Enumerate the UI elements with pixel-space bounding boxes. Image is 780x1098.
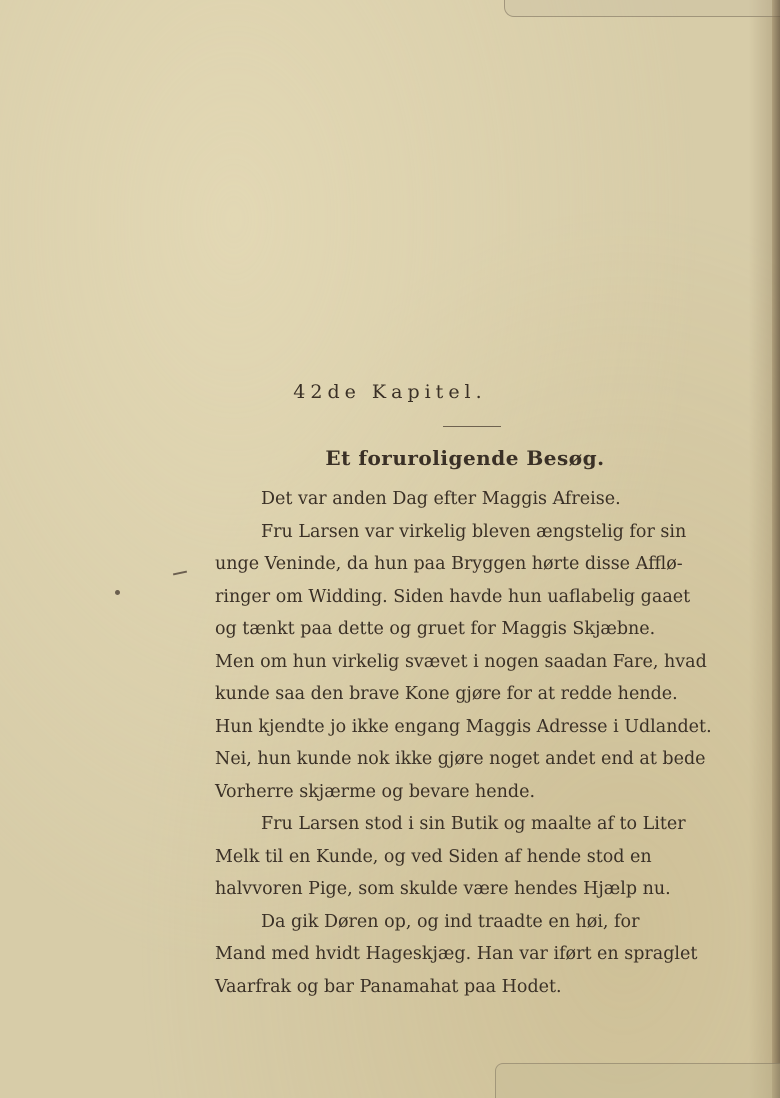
text-line: halvvoren Pige, som skulde være hendes Hjælp nu. (215, 879, 671, 899)
text-line: unge Veninde, da hun paa Bryggen hørte disse Afflø- (215, 554, 683, 574)
text-line: Fru Larsen var virkelig bleven ængstelig for sin (261, 521, 687, 542)
text-line: ringer om Widding. Siden havde hun uaflabelig gaaet (215, 586, 691, 607)
text-line: kunde saa den brave Kone gjøre for at redde hende. (215, 684, 678, 704)
text-line: Melk til en Kunde, og ved Siden af hende stod en (215, 846, 652, 867)
chapter-number: 42de Kapitel. (293, 381, 487, 403)
text-line: Men om hun virkelig svævet i nogen saadan Fare, hvad (215, 651, 707, 672)
page-right-edge (772, 0, 780, 1098)
chapter-body (215, 483, 720, 1003)
page-top-fold (504, 0, 780, 17)
text-line: Nei, hun kunde nok ikke gjøre noget andet end at bede (215, 749, 706, 769)
text-line: Vaarfrak og bar Panamahat paa Hodet. (215, 976, 562, 997)
chapter-heading: Et foruroligende Besøg. (325, 446, 605, 470)
text-line: og tænkt paa dette og gruet for Maggis Skjæbne. (215, 619, 656, 639)
text-line: Mand med hvidt Hageskjæg. Han var iført en spraglet (215, 944, 698, 964)
chapter-rule (443, 426, 501, 427)
text-line: Det var anden Dag efter Maggis Afreise. (261, 489, 621, 509)
text-line: Vorherre skjærme og bevare hende. (215, 781, 536, 802)
ink-spot (115, 590, 120, 595)
text-line: Fru Larsen stod i sin Butik og maalte af to Liter (261, 814, 686, 834)
page-bottom-fold (495, 1063, 780, 1098)
margin-mark (173, 571, 187, 576)
text-line: Hun kjendte jo ikke engang Maggis Adresse i Udlandet. (215, 716, 712, 737)
text-line: Da gik Døren op, og ind traadte en høi, for (261, 911, 640, 932)
